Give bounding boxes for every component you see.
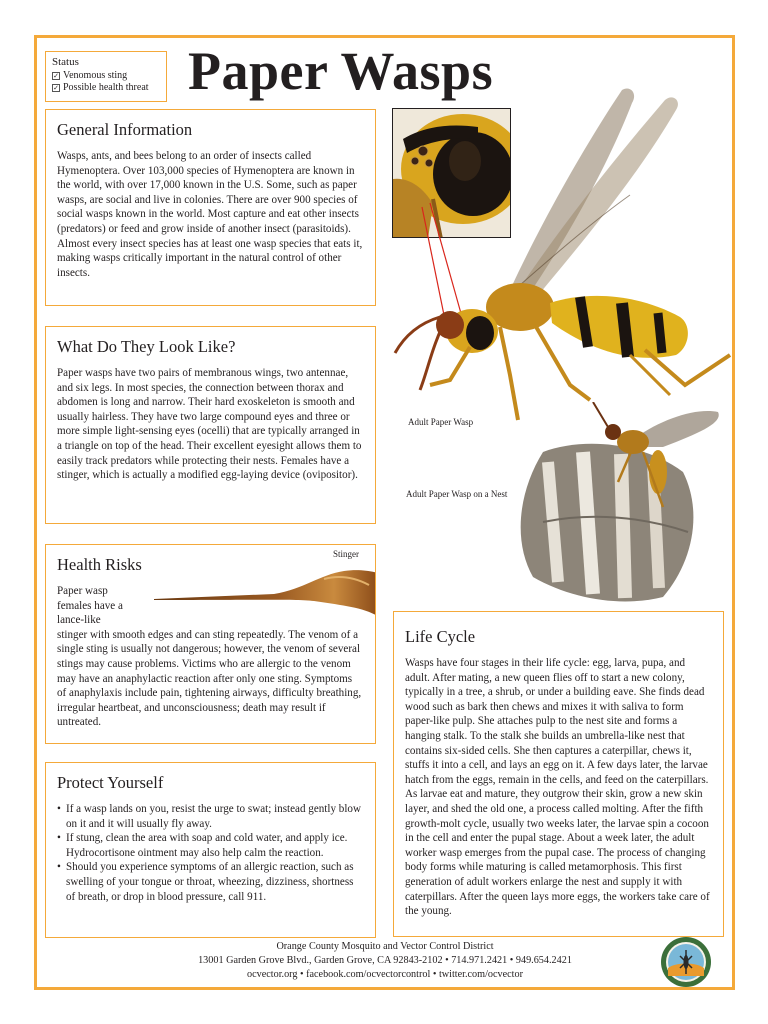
list-item: • Should you experience symptoms of an allergic reaction, such as swelling of your tongue or throat, wheezing, dizziness, shortness of breath, or drop in blood pressure, call 911.: [57, 860, 364, 904]
life-cycle-section: [393, 611, 724, 937]
checkbox-icon: ✓: [53, 84, 59, 92]
nest-caption: Adult Paper Wasp on a Nest: [406, 489, 508, 499]
checkbox-icon: ✓: [53, 71, 59, 80]
status-item-text: Possible health threat: [63, 82, 149, 93]
status-item: [52, 70, 160, 83]
footer-links[interactable]: ocvector.org • facebook.com/ocvectorcontrol • twitter.com/ocvector: [247, 969, 523, 980]
stinger-caption: Stinger: [333, 549, 359, 559]
footer-address: 13001 Garden Grove Blvd., Garden Grove, CA 92843-2102 • 714.971.2421 • 949.654.2421: [198, 955, 572, 966]
section-heading: General Information: [57, 120, 193, 139]
adult-wasp-image: [390, 85, 735, 425]
status-item: [52, 82, 160, 95]
section-text: Wasps, ants, and bees belong to an order of insects called Hymenoptera. Over 103,000 species of Hymenoptera are known in the world, with over 17,000 known in the U.S. Some, such as paper wasps, are social and live in colonies. There are over 900 species of social wasps known in the world. Most capture and eat other insects (predators) or feed and grow inside of another insect (parasitoids). Almost every insect species has at least one wasp species that eats it, making wasps critically important in the natural control of other insects.: [57, 150, 363, 279]
status-item-text: Venomous sting: [63, 69, 128, 81]
wasp-on-nest-image: [513, 402, 723, 607]
section-text-wrap: Paper wasp females have a lance-like: [57, 585, 123, 627]
footer-org: Orange County Mosquito and Vector Control District: [276, 941, 494, 952]
tips-list: [57, 802, 364, 904]
section-heading: Health Risks: [57, 555, 142, 574]
status-box: [45, 51, 167, 102]
list-item: • If a wasp lands on you, resist the urge to swat; instead gently blow on it and it will usually fly away.: [57, 802, 364, 831]
health-risks-section: [45, 544, 376, 744]
footer: [130, 940, 640, 982]
status-label: Status: [52, 56, 79, 68]
section-text: stinger with smooth edges and can sting repeatedly. The venom of a single sting is usually not dangerous; however, the venom of several stings may cause problems. Victims who are allergic to the venom may have an anaphylactic reaction after only one sting. Symptoms of anaphylaxis include pain, tightening airways, difficulty breathing, irregular heartbeat, and unconsciousness; death may result if untreated.: [57, 628, 362, 729]
stinger-image: [154, 565, 376, 625]
section-heading: What Do They Look Like?: [57, 337, 236, 356]
general-info-section: [45, 109, 376, 306]
appearance-section: [45, 326, 376, 524]
section-text: Paper wasps have two pairs of membranous wings, two antennae, and six legs. In most species, the connection between thorax and abdomen is long and narrow. Their hard exoskeleton is smooth and usually hairless. They have two large compound eyes and three or more simple light-sensing eyes (ocelli) that are typically arranged in a triangle on top of the head. Their excellent eyesight allows them to easily track predators while protecting their nests. Females have a stinger, which is actually a modified egg-laying device (ovipositor).: [57, 367, 362, 482]
protect-yourself-section: [45, 762, 376, 938]
section-text: Wasps have four stages in their life cycle: egg, larva, pupa, and adult. After mating, a new queen flies off to start a new colony, typically in a tree, a shrub, or under a building eave. She finds dead wood such as bark then chews and mixes it with saliva to form paper-like pulp. She attaches pulp to the nest site and forms a hanging stalk. To the stalk she builds an umbrella-like nest that contains six-sided cells. She then captures a caterpillar, chews it, stuffs it into a cell, and lays an egg on it. A few days later, the larvae hatch from the eggs, remain in the cells, and feed on the caterpillars. As larvae eat and mature, they outgrow their skin, grow a new skin layer, and shed the old one, a process called molting. After the fifth growth-molt cycle, usually two weeks later, the larvae spin a cocoon in the cell and enter the pupal stage. About a week later, the adult worker wasp emerges from the pupal case. The process of changing body forms while maturing is called metamorphosis. This first generation of adult workers enlarge the nest and supply it with caterpillars. After the queen lays more eggs, the workers take care of the young.: [405, 657, 710, 918]
district-logo-icon: [660, 936, 712, 988]
section-heading: Life Cycle: [405, 627, 476, 646]
section-heading: Protect Yourself: [57, 773, 164, 792]
adult-wasp-caption: Adult Paper Wasp: [408, 417, 474, 427]
page-title: Paper Wasps: [188, 41, 494, 101]
list-item: • If stung, clean the area with soap and cold water, and apply ice. Hydrocortisone ointment may also help calm the reaction.: [57, 831, 364, 860]
